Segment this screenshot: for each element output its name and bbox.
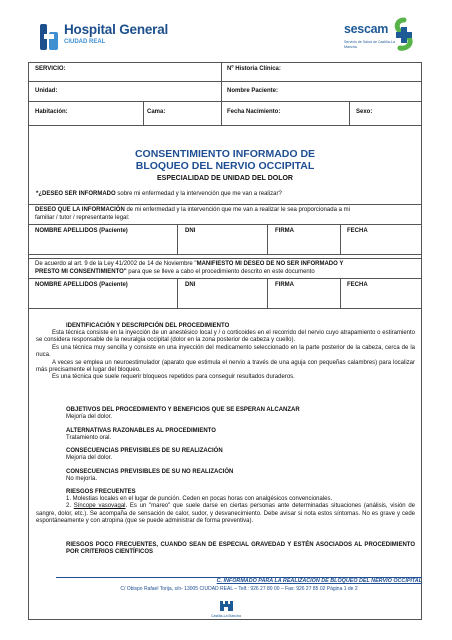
sign-header-fecha: FECHA xyxy=(347,228,368,234)
sexo-label: Sexo: xyxy=(356,109,373,115)
riesgo-2: 2. Síncope vasovagal. Es un "mareo" que suele darse en ciertas personas ante determinadas situaciones (análisis, visión de sangre, dolor, etc.). Se acompaña de sensación de calor, sudor, y desvanecimiento. Debe avisar si nota estos síntomas. No es grave y cede espontáneamente y con atropina (que se puede administrar de forma preventiva). xyxy=(36,503,416,525)
sescam-name: sescam xyxy=(344,22,389,36)
patient-row-1 xyxy=(29,62,421,82)
hospital-logo xyxy=(40,22,168,52)
objetivos-text: Mejoría del dolor. xyxy=(66,414,113,421)
clm-label: Castilla-La Mancha xyxy=(211,614,241,618)
no-consecuencias-title: CONSECUENCIAS PREVISIBLES DE SU NO REALIZACIÓN xyxy=(66,469,234,475)
sign-header-firma: FIRMA xyxy=(275,228,294,234)
identificacion-p2: Es una técnica muy sencilla y consiste en una inyección del medicamento seleccionado en la parte posterior de la cabeza, cerca de la nuca. xyxy=(36,344,415,359)
riesgos-title: RIESGOS FRECUENTES xyxy=(66,489,136,495)
alternativas-title: ALTERNATIVAS RAZONABLES AL PROCEDIMIENTO xyxy=(66,428,216,434)
identificacion-p1: Esta técnica consiste en la inyección de un anestésico local y / o corticoides en el recorrido del nervio cuyo atrapamiento o estiramiento se considera responsable de la neuralgia occipital (dolor en la zona posterior de cabeza y cuello). xyxy=(36,330,415,344)
deseo-informado-question xyxy=(36,191,282,197)
familiar-info-text: DESEO QUE LA INFORMACIÓN de mi enfermedad y la intervención que me van a realizar le sea proporcionada a mi familiar / tutor / representante legal: xyxy=(35,207,350,221)
page-header xyxy=(0,6,452,56)
habitacion-label: Habitación: xyxy=(35,109,68,115)
footer-doc-title: C. INFORMADO PARA LA REALIZACIÓN DE BLOQUEO DEL NERVIO OCCIPITAL xyxy=(216,578,422,584)
fecha-nacimiento-label: Fecha Nacimiento: xyxy=(227,109,281,115)
objetivos-section xyxy=(66,407,415,422)
no-informado-text: De acuerdo al art. 9 de la Ley 41/2002 de 14 de Noviembre "MANIFIESTO MI DESEO DE NO SER INFORMADO Y PRESTO MI CONSENTIMIENTO" para que se lleve a cabo el procedimiento descrito en este documento xyxy=(35,261,344,275)
riesgos-body xyxy=(36,496,415,526)
no-informado-box xyxy=(29,258,421,308)
cama-label: Cama: xyxy=(147,109,166,115)
consecuencias-section xyxy=(66,448,415,463)
sescam-cross-icon xyxy=(393,18,415,54)
riesgos-poco-section xyxy=(66,542,415,557)
sign-header-nombre-2: NOMBRE APELLIDOS (Paciente) xyxy=(35,282,128,288)
patient-row-3 xyxy=(29,102,421,126)
objetivos-title: OBJETIVOS DEL PROCEDIMIENTO Y BENEFICIOS QUE SE ESPERAN ALCANZAR xyxy=(66,407,300,413)
alternativas-text: Tratamiento oral. xyxy=(66,435,112,442)
sign-header-firma-2: FIRMA xyxy=(275,282,294,288)
familiar-info-box xyxy=(29,204,421,254)
no-consecuencias-text: No mejoría. xyxy=(66,476,98,483)
alternativas-section xyxy=(66,428,415,443)
document-title-line-1: CONSENTIMIENTO INFORMADO DE xyxy=(134,148,316,160)
sign-header-dni: DNI xyxy=(185,228,196,234)
hospital-mark-icon xyxy=(40,22,60,52)
riesgo-1: 1. Molestias locales en el lugar de punción. Ceden en pocas horas con analgésicos convencionales. xyxy=(66,496,333,502)
historia-label: Nº Historia Clínica: xyxy=(227,66,281,72)
consecuencias-text: Mejoría del dolor. xyxy=(66,455,113,462)
identificacion-body xyxy=(36,330,415,382)
servicio-label: SERVICIO: xyxy=(35,66,66,72)
sign-header-dni-2: DNI xyxy=(185,282,196,288)
deseo-rest: sobre mi enfermedad y la intervención que me van a realizar? xyxy=(115,191,282,197)
patient-row-2 xyxy=(29,82,421,102)
sescam-logo xyxy=(340,18,420,58)
sescam-tagline: Servicio de Salud de Castilla-La Mancha xyxy=(344,40,395,49)
identificacion-p3: A veces se emplea un neuroestimulador (aparato que estimula el nervio a través de una aguja con pequeñas calambres) para localizar más precisamente el lugar del bloqueo. xyxy=(36,359,415,374)
nombre-paciente-label: Nombre Paciente: xyxy=(227,88,279,94)
document-subtitle: ESPECIALIDAD DE UNIDAD DEL DOLOR xyxy=(157,175,293,182)
hospital-city: CIUDAD REAL xyxy=(64,39,106,45)
identificacion-title: IDENTIFICACIÓN Y DESCRIPCIÓN DEL PROCEDIMIENTO xyxy=(66,323,230,329)
castilla-la-mancha-logo xyxy=(211,600,241,620)
footer-address: C/ Obispo Rafael Torija, s/n- 13005 CIUDAD REAL – Telf.: 926 27 80 00 – Fax: 926 27 85 02 Página 1 de 2 xyxy=(120,586,358,592)
deseo-prefix: *¿DESEO SER INFORMADO xyxy=(36,191,116,197)
document-title-line-2: BLOQUEO DEL NERVIO OCCIPITAL xyxy=(135,160,315,172)
no-consecuencias-section xyxy=(66,469,415,484)
consecuencias-title: CONSECUENCIAS PREVISIBLES DE SU REALIZACIÓN xyxy=(66,448,223,454)
sign-header-nombre: NOMBRE APELLIDOS (Paciente) xyxy=(35,228,128,234)
unidad-label: Unidad: xyxy=(35,88,58,94)
identificacion-p4: Es una técnica que suele requerir bloqueos repetidos para conseguir resultados duraderos. xyxy=(52,374,295,381)
sign-header-fecha-2: FECHA xyxy=(347,282,368,288)
riesgos-poco-title: RIESGOS POCO FRECUENTES, CUANDO SEAN DE ESPECIAL GRAVEDAD Y ESTÉN ASOCIADOS AL PROCEDIMIENTO POR CRITERIOS CIENTÍFICOS xyxy=(66,542,415,556)
hospital-name: Hospital General xyxy=(64,22,169,37)
